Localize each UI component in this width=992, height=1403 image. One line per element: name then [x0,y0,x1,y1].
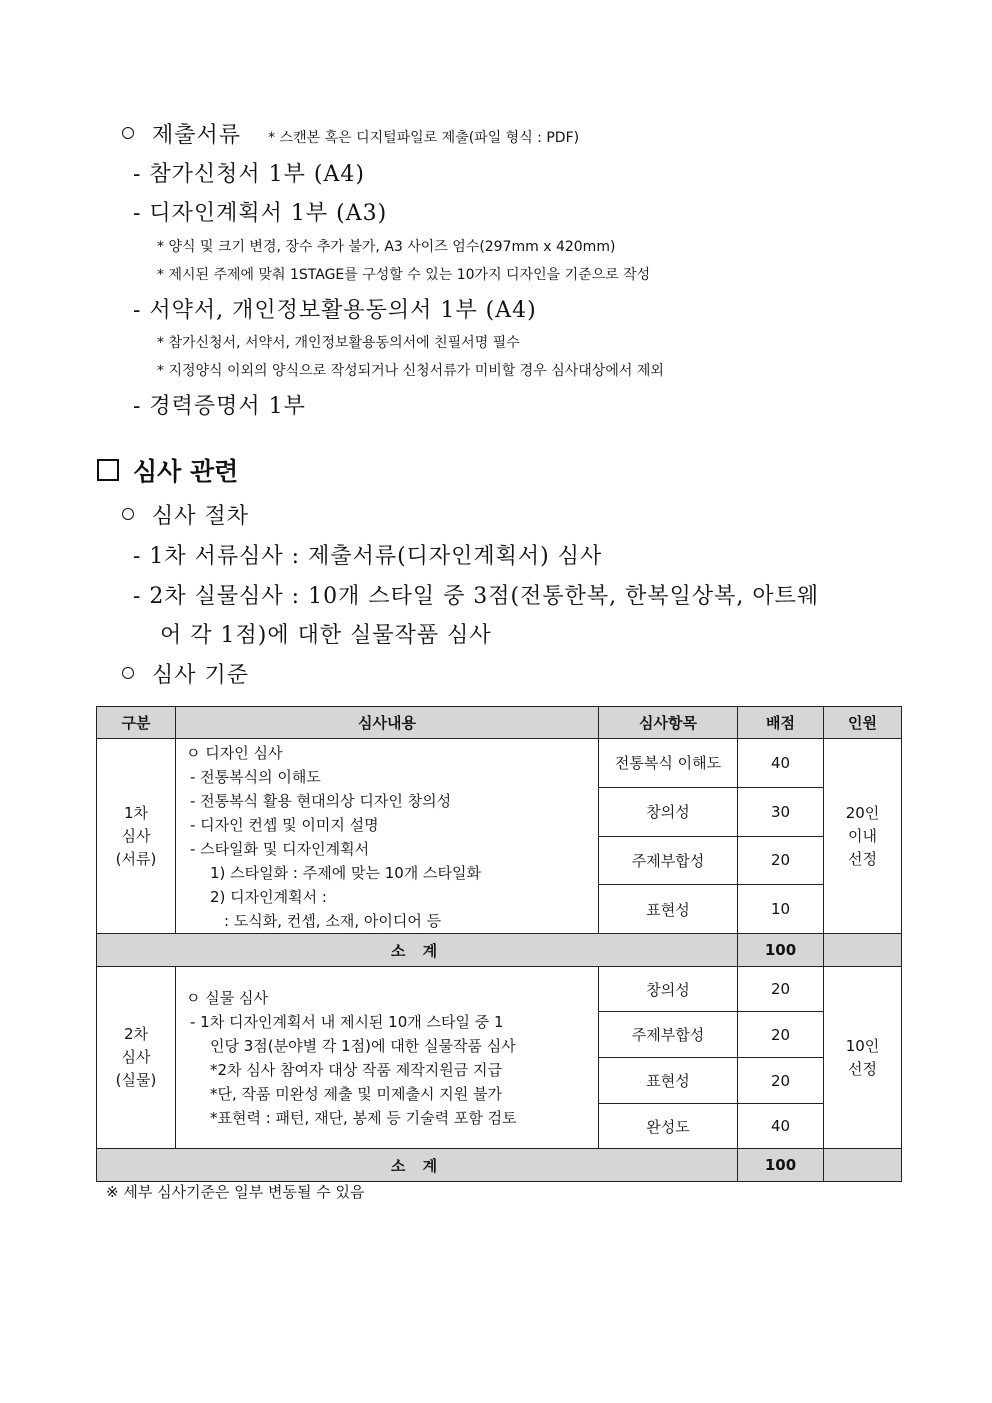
round1-subtotal-label: 소 계 [97,934,738,967]
procedure-round2-cont: 어 각 1점)에 대한 실물작품 심사 [160,623,492,648]
submit-heading: 제출서류 * 스캔본 혹은 디지털파일로 제출(파일 형식 : PDF) [122,118,579,149]
round1-item-name: 전통복식 이해도 [599,739,738,788]
procedure-round2: - 2차 실물심사 : 10개 스타일 중 3점(전통한복, 한복일상복, 아트웨 [133,584,820,609]
round2-item-score: 20 [738,1058,824,1104]
header-item: 심사항목 [599,707,738,739]
round2-item-score: 20 [738,1012,824,1058]
round1-item-score: 20 [738,836,824,885]
circle-bullet-icon [122,127,134,139]
table-row [97,934,902,967]
round2-content: ㅇ 실물 심사 - 1차 디자인계획서 내 제시된 10개 스타일 중 1 인당 3점(분야별 각 1점)에 대한 실물작품 심사 *2차 심사 참여자 대상 작품 제작지원금 지급 *단, 작품 미완성 제출 및 미제출시 지원 불가 *표현력 : 패턴, 재단, 봉제 등 기술력 포함 검토 [176,967,599,1149]
circle-bullet-icon [122,508,134,520]
submit-item-career: - 경력증명서 1부 [133,394,306,419]
round1-people: 20인 이내 선정 [824,739,902,934]
submit-item-design-plan: - 디자인계획서 1부 (A3) [133,201,388,226]
header-score: 배점 [738,707,824,739]
round1-item-name: 창의성 [599,787,738,836]
table-row [97,1149,902,1182]
header-category: 구분 [97,707,176,739]
round1-item-name: 주제부합성 [599,836,738,885]
round2-people: 10인 선정 [824,967,902,1149]
round1-item-score: 30 [738,787,824,836]
round1-label: 1차 심사 (서류) [97,739,176,934]
section-title: 심사 관련 [97,452,238,488]
round2-item-name: 완성도 [599,1104,738,1149]
criteria-table [96,706,902,1182]
criteria-heading: 심사 기준 [122,658,249,689]
header-people: 인원 [824,707,902,739]
square-bullet-icon [97,459,119,481]
table-footnote: ※ 세부 심사기준은 일부 변동될 수 있음 [106,1183,365,1201]
table-header-row [97,707,902,739]
header-content: 심사내용 [176,707,599,739]
round2-item-name: 주제부합성 [599,1012,738,1058]
round2-subtotal-empty [824,1149,902,1182]
circle-bullet-icon [122,667,134,679]
submit-note-theme: * 제시된 주제에 맞춰 1STAGE를 구성할 수 있는 10가지 디자인을 기준으로 작성 [157,267,651,283]
procedure-heading: 심사 절차 [122,499,249,530]
submit-note-signature: * 참가신청서, 서약서, 개인정보활용동의서에 친필서명 필수 [157,335,520,351]
round1-subtotal-empty [824,934,902,967]
round2-item-name: 창의성 [599,967,738,1012]
table-row [97,739,902,788]
round1-item-score: 40 [738,739,824,788]
round2-item-name: 표현성 [599,1058,738,1104]
round1-item-score: 10 [738,885,824,934]
round1-content: ㅇ 디자인 심사 - 전통복식의 이해도 - 전통복식 활용 현대의상 디자인 창의성 - 디자인 컨셉 및 이미지 설명 - 스타일화 및 디자인계획서 1) 스타일화 : 주제에 맞는 10개 스타일화 2) 디자인계획서 : : 도식화, 컨셉, 소재, 아이디어 등 [176,739,599,934]
table-row [97,967,902,1012]
round2-subtotal: 100 [738,1149,824,1182]
round1-item-name: 표현성 [599,885,738,934]
round2-item-score: 40 [738,1104,824,1149]
round2-subtotal-label: 소 계 [97,1149,738,1182]
round2-item-score: 20 [738,967,824,1012]
submit-note-size: * 양식 및 크기 변경, 장수 추가 불가, A3 사이즈 엄수(297mm x 420mm) [157,239,616,255]
procedure-round1: - 1차 서류심사 : 제출서류(디자인계획서) 심사 [133,544,603,569]
round1-subtotal: 100 [738,934,824,967]
round2-label: 2차 심사 (실물) [97,967,176,1149]
submit-item-application: - 참가신청서 1부 (A4) [133,162,365,187]
submit-note-exclusion: * 지정양식 이외의 양식으로 작성되거나 신청서류가 미비할 경우 심사대상에서 제외 [157,363,664,379]
submit-item-pledge: - 서약서, 개인정보활용동의서 1부 (A4) [133,298,537,323]
